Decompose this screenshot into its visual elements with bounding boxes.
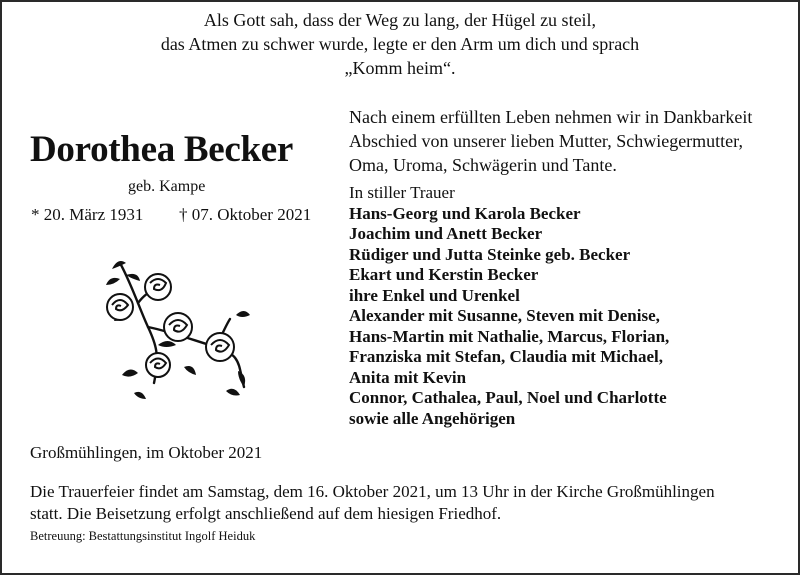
verse-line: Als Gott sah, dass der Weg zu lang, der Hügel zu steil, — [203, 10, 597, 30]
funeral-info — [30, 481, 790, 525]
verse-line: „Komm heim“. — [344, 58, 456, 78]
verse — [0, 8, 800, 80]
mourner-line: Rüdiger und Jutta Steinke geb. Becker — [349, 244, 631, 264]
deceased-name: Dorothea Becker — [30, 129, 293, 170]
intro-text — [349, 105, 789, 177]
mourner-line: Connor, Cathalea, Paul, Noel und Charlotte — [349, 388, 667, 407]
mourner-line: Ekart und Kerstin Becker — [349, 265, 539, 284]
mourner-line: Alexander mit Susanne, Steven mit Denise, — [349, 306, 660, 325]
mourners-heading: In stiller Trauer — [349, 183, 455, 202]
funeral-home-credit: Betreuung: Bestattungsinstitut Ingolf Heiduk — [30, 529, 256, 543]
funeral-line: Die Trauerfeier findet am Samstag, dem 16. Oktober 2021, um 13 Uhr in der Kirche Großmühlingen — [30, 482, 715, 501]
death-date: † 07. Oktober 2021 — [179, 205, 312, 224]
intro-line: Oma, Uroma, Schwägerin und Tante. — [349, 155, 617, 175]
intro-line: Nach einem erfüllten Leben nehmen wir in Dankbarkeit — [349, 107, 753, 127]
mourner-line: Anita mit Kevin — [349, 367, 467, 387]
intro-line: Abschied von unserer lieben Mutter, Schwiegermutter, — [349, 131, 743, 151]
place-date: Großmühlingen, im Oktober 2021 — [30, 443, 263, 462]
mourner-line: Hans-Georg und Karola Becker — [349, 203, 581, 223]
mourner-line: Hans-Martin mit Nathalie, Marcus, Florian, — [349, 326, 670, 346]
verse-line: das Atmen zu schwer wurde, legte er den Arm um dich und sprach — [160, 34, 640, 54]
funeral-line: statt. Die Beisetzung erfolgt anschließend auf dem hiesigen Friedhof. — [30, 504, 502, 523]
mourners-list — [349, 183, 669, 429]
birth-date: * 20. März 1931 — [31, 205, 144, 224]
mourner-line: Joachim und Anett Becker — [349, 224, 543, 243]
mourner-line: Franziska mit Stefan, Claudia mit Michael, — [349, 347, 664, 366]
rose-branch-icon — [98, 255, 258, 405]
maiden-name: geb. Kampe — [128, 178, 206, 195]
mourner-line: ihre Enkel und Urenkel — [349, 285, 520, 305]
mourner-line: sowie alle Angehörigen — [349, 408, 516, 428]
